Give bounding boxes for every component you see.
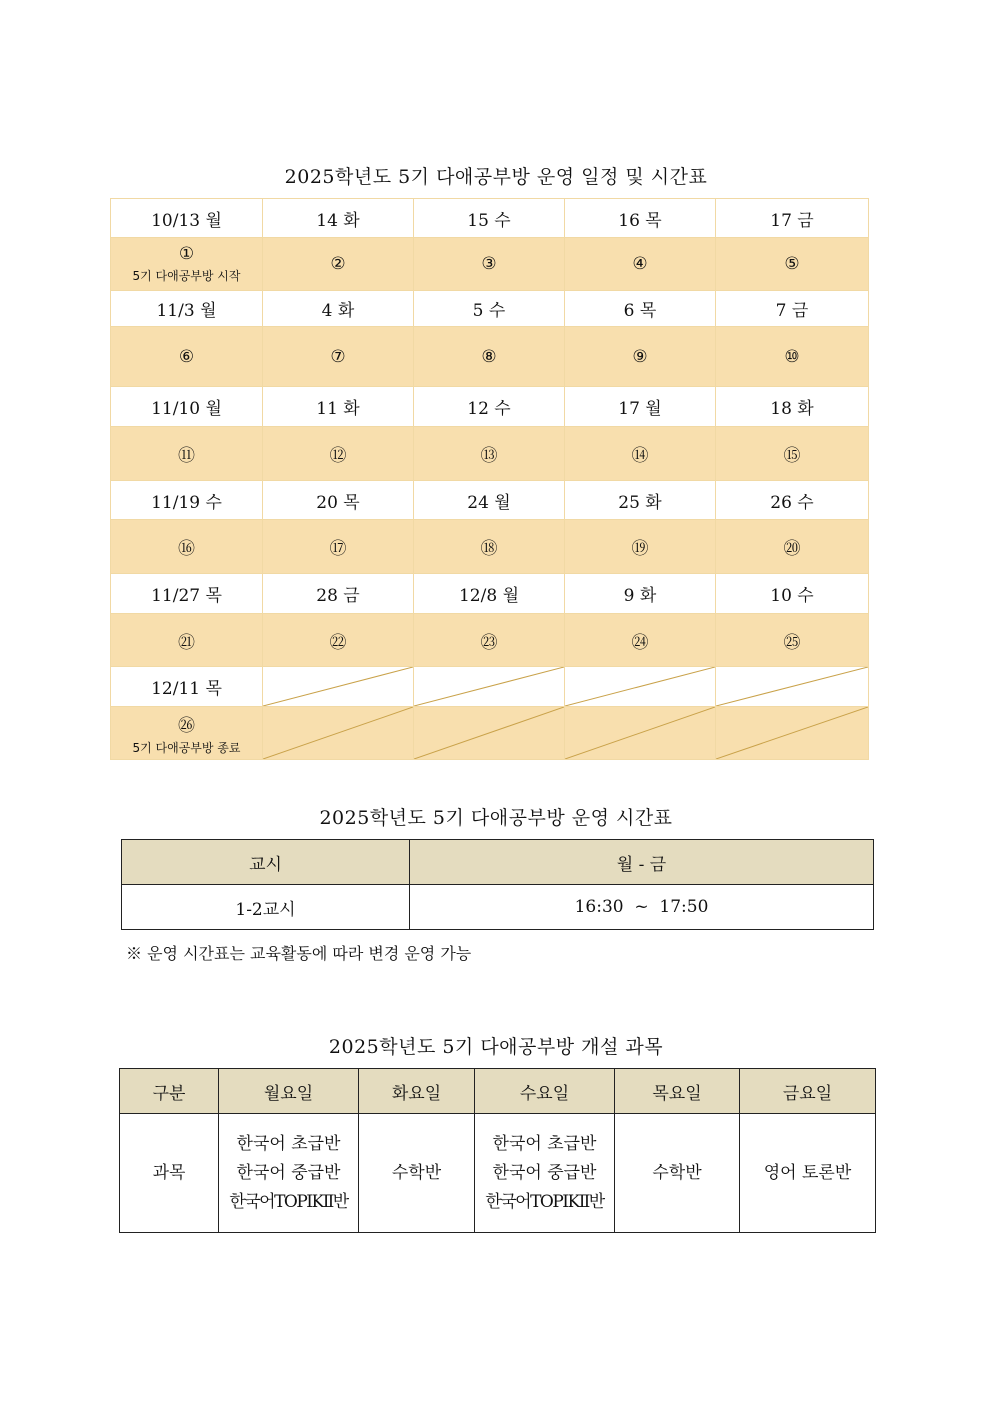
empty-cell bbox=[414, 707, 565, 760]
session-note: 5기 다애공부방 종료 bbox=[132, 740, 241, 755]
date-cell: 11/19 수 bbox=[111, 481, 263, 520]
schedule-session-row bbox=[111, 427, 869, 481]
timetable-header-row bbox=[122, 840, 874, 885]
schedule-session-row bbox=[111, 707, 869, 760]
schedule-date-row bbox=[111, 387, 869, 427]
header-friday: 금요일 bbox=[740, 1069, 876, 1114]
date-cell: 6 목 bbox=[565, 291, 716, 327]
date-cell: 11/10 월 bbox=[111, 387, 263, 427]
friday-subject: 영어 토론반 bbox=[740, 1114, 876, 1233]
date-cell: 28 금 bbox=[263, 574, 414, 614]
timetable-note: ※ 운영 시간표는 교육활동에 따라 변경 운영 가능 bbox=[126, 944, 472, 963]
session-cell bbox=[111, 707, 263, 760]
session-cell: ⑰ bbox=[263, 520, 414, 574]
header-category: 구분 bbox=[120, 1069, 219, 1114]
row-label: 과목 bbox=[120, 1114, 219, 1233]
date-cell: 15 수 bbox=[414, 199, 565, 238]
diagonal-line bbox=[414, 667, 564, 706]
empty-cell bbox=[716, 667, 869, 707]
header-tuesday: 화요일 bbox=[359, 1069, 475, 1114]
session-cell: ⑭ bbox=[565, 427, 716, 481]
date-cell: 12/8 월 bbox=[414, 574, 565, 614]
diagonal-line bbox=[414, 707, 564, 759]
date-cell: 12 수 bbox=[414, 387, 565, 427]
header-period: 교시 bbox=[122, 840, 410, 885]
subject-item: 한국어 초급반 bbox=[492, 1133, 597, 1154]
empty-cell bbox=[263, 707, 414, 760]
date-cell: 14 화 bbox=[263, 199, 414, 238]
subjects-title: 2025학년도 5기 다애공부방 개설 과목 bbox=[328, 1036, 664, 1058]
date-cell: 11/3 월 bbox=[111, 291, 263, 327]
date-cell: 18 화 bbox=[716, 387, 869, 427]
subject-item: 한국어TOPIKⅡ반 bbox=[229, 1191, 348, 1212]
diagonal-line bbox=[263, 667, 413, 706]
diagonal-line bbox=[716, 707, 868, 759]
date-cell: 5 수 bbox=[414, 291, 565, 327]
session-cell: ⑱ bbox=[414, 520, 565, 574]
session-note: 5기 다애공부방 시작 bbox=[132, 269, 241, 283]
header-wednesday: 수요일 bbox=[475, 1069, 615, 1114]
session-cell: ④ bbox=[565, 238, 716, 291]
schedule-table bbox=[110, 198, 869, 760]
date-cell: 9 화 bbox=[565, 574, 716, 614]
session-cell: ⑯ bbox=[111, 520, 263, 574]
thursday-subject: 수학반 bbox=[615, 1114, 740, 1233]
date-cell: 11/27 목 bbox=[111, 574, 263, 614]
schedule-session-row bbox=[111, 614, 869, 667]
session-cell: ⑪ bbox=[111, 427, 263, 481]
session-cell: ㉑ bbox=[111, 614, 263, 667]
session-cell: ⑨ bbox=[565, 327, 716, 387]
date-cell: 4 화 bbox=[263, 291, 414, 327]
session-cell: ⑬ bbox=[414, 427, 565, 481]
diagonal-strike bbox=[716, 667, 868, 706]
subjects-table bbox=[119, 1068, 876, 1233]
session-cell bbox=[111, 238, 263, 291]
diagonal-strike bbox=[565, 667, 715, 706]
date-cell: 17 금 bbox=[716, 199, 869, 238]
schedule-date-row bbox=[111, 574, 869, 614]
subject-item: 한국어TOPIKⅡ반 bbox=[485, 1191, 604, 1212]
date-cell: 16 목 bbox=[565, 199, 716, 238]
date-cell: 26 수 bbox=[716, 481, 869, 520]
session-cell: ⑫ bbox=[263, 427, 414, 481]
session-number: ① bbox=[178, 244, 195, 264]
schedule-date-row bbox=[111, 667, 869, 707]
schedule-date-row bbox=[111, 481, 869, 520]
subject-item: 한국어 중급반 bbox=[492, 1162, 597, 1183]
schedule-date-row bbox=[111, 291, 869, 327]
session-cell: ⑲ bbox=[565, 520, 716, 574]
subject-item: 한국어 초급반 bbox=[236, 1133, 341, 1154]
diagonal-line bbox=[263, 707, 413, 759]
schedule-session-row bbox=[111, 520, 869, 574]
session-cell: ㉓ bbox=[414, 614, 565, 667]
session-cell: ⑩ bbox=[716, 327, 869, 387]
session-cell: ㉔ bbox=[565, 614, 716, 667]
empty-cell bbox=[565, 667, 716, 707]
tuesday-subject: 수학반 bbox=[359, 1114, 475, 1233]
empty-cell bbox=[716, 707, 869, 760]
wednesday-subjects bbox=[475, 1114, 615, 1233]
subject-item: 한국어 중급반 bbox=[236, 1162, 341, 1183]
empty-cell bbox=[565, 707, 716, 760]
diagonal-strike bbox=[414, 667, 564, 706]
header-days: 월 - 금 bbox=[410, 840, 874, 885]
header-monday: 월요일 bbox=[219, 1069, 359, 1114]
timetable-title: 2025학년도 5기 다애공부방 운영 시간표 bbox=[319, 807, 673, 829]
diagonal-line bbox=[716, 667, 868, 706]
date-cell: 11 화 bbox=[263, 387, 414, 427]
timetable-row bbox=[122, 885, 874, 930]
session-cell: ⑥ bbox=[111, 327, 263, 387]
diagonal-strike bbox=[263, 667, 413, 706]
session-cell: ② bbox=[263, 238, 414, 291]
subjects-header-row bbox=[120, 1069, 876, 1114]
date-cell: 25 화 bbox=[565, 481, 716, 520]
session-cell: ⑮ bbox=[716, 427, 869, 481]
diagonal-strike bbox=[263, 707, 413, 759]
period-cell: 1-2교시 bbox=[122, 885, 410, 930]
diagonal-strike bbox=[565, 707, 715, 759]
session-cell: ㉒ bbox=[263, 614, 414, 667]
schedule-title: 2025학년도 5기 다애공부방 운영 일정 및 시간표 bbox=[284, 166, 708, 188]
session-cell: ⑦ bbox=[263, 327, 414, 387]
session-cell: ③ bbox=[414, 238, 565, 291]
schedule-date-row bbox=[111, 199, 869, 238]
schedule-session-row bbox=[111, 238, 869, 291]
diagonal-line bbox=[565, 707, 715, 759]
session-number: ㉖ bbox=[178, 715, 195, 736]
date-cell: 20 목 bbox=[263, 481, 414, 520]
timetable-table bbox=[121, 839, 874, 930]
diagonal-strike bbox=[716, 707, 868, 759]
session-cell: ㉕ bbox=[716, 614, 869, 667]
session-cell: ⑳ bbox=[716, 520, 869, 574]
date-cell: 7 금 bbox=[716, 291, 869, 327]
session-cell: ⑤ bbox=[716, 238, 869, 291]
empty-cell bbox=[263, 667, 414, 707]
diagonal-strike bbox=[414, 707, 564, 759]
date-cell: 24 월 bbox=[414, 481, 565, 520]
schedule-session-row bbox=[111, 327, 869, 387]
date-cell: 12/11 목 bbox=[111, 667, 263, 707]
header-thursday: 목요일 bbox=[615, 1069, 740, 1114]
empty-cell bbox=[414, 667, 565, 707]
date-cell: 10 수 bbox=[716, 574, 869, 614]
session-cell: ⑧ bbox=[414, 327, 565, 387]
subjects-row bbox=[120, 1114, 876, 1233]
diagonal-line bbox=[565, 667, 715, 706]
monday-subjects bbox=[219, 1114, 359, 1233]
date-cell: 10/13 월 bbox=[111, 199, 263, 238]
date-cell: 17 월 bbox=[565, 387, 716, 427]
time-cell: 16:30 ~ 17:50 bbox=[410, 885, 874, 930]
